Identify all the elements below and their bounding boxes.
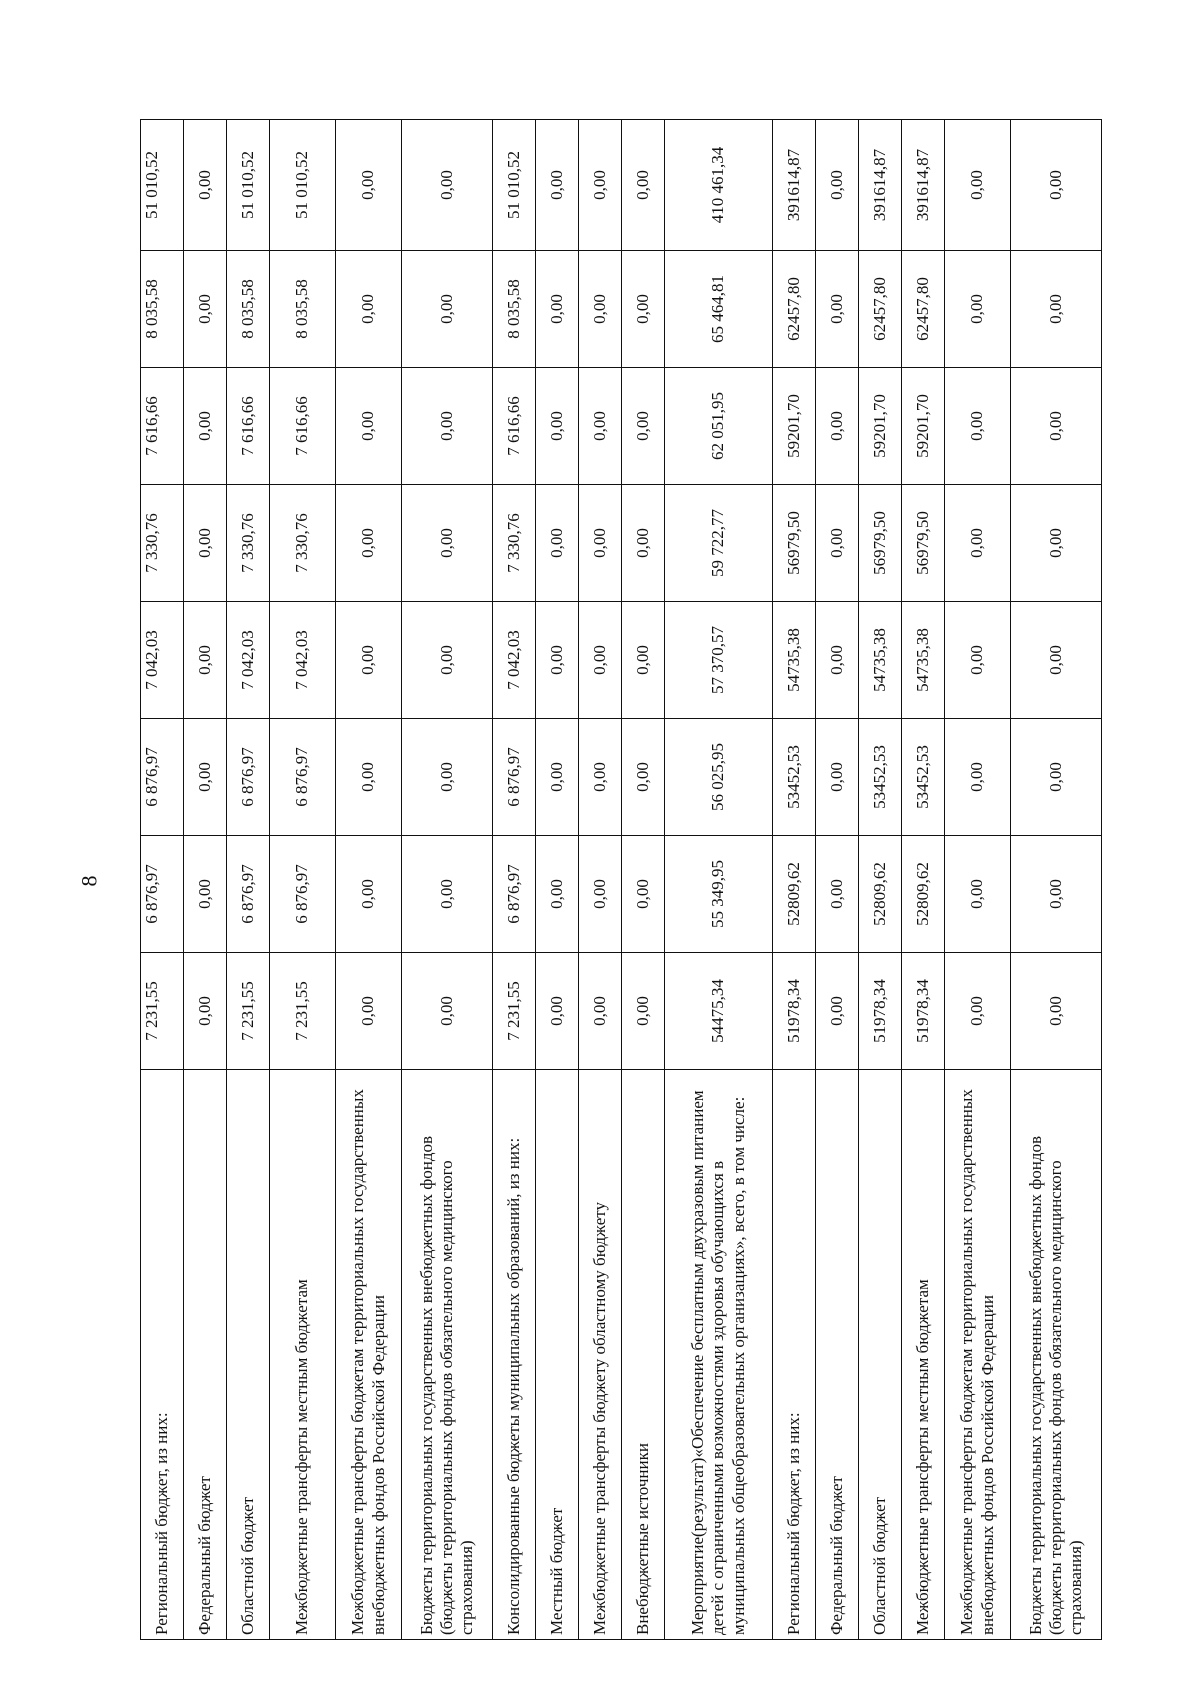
value-cell: 0,00 [536,836,579,953]
value-cell: 0,00 [945,836,1011,953]
value-cell: 0,00 [579,602,622,719]
row-label: Межбюджетные трансферты бюджетам территориальных государственных внебюджетных фондов Российской Федерации [945,1070,1011,1640]
budget-table [140,119,1102,1640]
value-cell: 7 616,66 [493,368,536,485]
value-cell: 51 010,52 [141,120,184,251]
value-cell: 0,00 [402,368,493,485]
value-cell: 0,00 [945,120,1011,251]
row-label: Региональный бюджет, из них: [773,1070,816,1640]
value-cell: 55 349,95 [665,836,773,953]
table-row [816,120,859,1640]
row-label: Федеральный бюджет [184,1070,227,1640]
value-cell: 0,00 [622,836,665,953]
value-cell: 0,00 [579,120,622,251]
value-cell: 7 616,66 [227,368,270,485]
value-cell: 0,00 [184,836,227,953]
value-cell: 0,00 [336,120,402,251]
value-cell: 0,00 [622,368,665,485]
value-cell: 0,00 [945,368,1011,485]
value-cell: 0,00 [402,953,493,1070]
table-row [665,120,773,1640]
row-label: Консолидированные бюджеты муниципальных образований, из них: [493,1070,536,1640]
row-label: Межбюджетные трансферты местным бюджетам [270,1070,336,1640]
value-cell: 0,00 [536,953,579,1070]
value-cell: 0,00 [579,719,622,836]
value-cell: 59201,70 [859,368,902,485]
table-row [945,120,1011,1640]
value-cell: 7 330,76 [141,485,184,602]
table-row [184,120,227,1640]
table-row [902,120,945,1640]
value-cell: 391614,87 [902,120,945,251]
value-cell: 0,00 [336,836,402,953]
value-cell: 54735,38 [773,602,816,719]
value-cell: 0,00 [402,485,493,602]
value-cell: 0,00 [579,953,622,1070]
value-cell: 7 330,76 [227,485,270,602]
row-label: Областной бюджет [859,1070,902,1640]
value-cell: 7 042,03 [227,602,270,719]
value-cell: 0,00 [402,251,493,368]
value-cell: 0,00 [184,251,227,368]
value-cell: 51978,34 [773,953,816,1070]
value-cell: 62457,80 [902,251,945,368]
value-cell: 0,00 [336,251,402,368]
table-row [536,120,579,1640]
value-cell: 53452,53 [902,719,945,836]
value-cell: 6 876,97 [270,719,336,836]
value-cell: 51978,34 [902,953,945,1070]
table-row [227,120,270,1640]
value-cell: 0,00 [184,368,227,485]
value-cell: 51 010,52 [270,120,336,251]
value-cell: 7 616,66 [270,368,336,485]
table-row [336,120,402,1640]
value-cell: 6 876,97 [493,836,536,953]
value-cell: 0,00 [184,719,227,836]
value-cell: 391614,87 [859,120,902,251]
value-cell: 0,00 [816,602,859,719]
value-cell: 8 035,58 [270,251,336,368]
value-cell: 0,00 [536,368,579,485]
value-cell: 0,00 [816,120,859,251]
value-cell: 54735,38 [859,602,902,719]
value-cell: 0,00 [184,485,227,602]
value-cell: 62 051,95 [665,368,773,485]
value-cell: 6 876,97 [227,719,270,836]
value-cell: 7 231,55 [141,953,184,1070]
value-cell: 7 042,03 [270,602,336,719]
row-label: Областной бюджет [227,1070,270,1640]
table-row [402,120,493,1640]
value-cell: 0,00 [579,485,622,602]
value-cell: 7 330,76 [270,485,336,602]
value-cell: 0,00 [184,602,227,719]
value-cell: 0,00 [336,719,402,836]
value-cell: 0,00 [1011,120,1102,251]
value-cell: 59201,70 [902,368,945,485]
value-cell: 7 330,76 [493,485,536,602]
value-cell: 0,00 [945,251,1011,368]
value-cell: 0,00 [1011,953,1102,1070]
row-label: Бюджеты территориальных государственных внебюджетных фондов (бюджеты территориальных фондов обязательного медицинского страхования) [1011,1070,1102,1640]
row-label: Межбюджетные трансферты местным бюджетам [902,1070,945,1640]
value-cell: 51978,34 [859,953,902,1070]
value-cell: 59201,70 [773,368,816,485]
value-cell: 0,00 [1011,719,1102,836]
value-cell: 0,00 [536,485,579,602]
value-cell: 0,00 [579,251,622,368]
row-label: Мероприятие(результат)«Обеспечение бесплатным двухразовым питанием детей с ограниченными возможностями здоровья обучающихся в муниципальных общеобразовательных организациях», всего, в том числе: [665,1070,773,1640]
value-cell: 57 370,57 [665,602,773,719]
value-cell: 0,00 [336,602,402,719]
value-cell: 0,00 [622,953,665,1070]
value-cell: 0,00 [622,251,665,368]
value-cell: 59 722,77 [665,485,773,602]
value-cell: 391614,87 [773,120,816,251]
row-label: Межбюджетные трансферты бюджету областному бюджету [579,1070,622,1640]
value-cell: 51 010,52 [227,120,270,251]
value-cell: 0,00 [945,485,1011,602]
value-cell: 6 876,97 [141,836,184,953]
value-cell: 0,00 [579,836,622,953]
value-cell: 0,00 [1011,251,1102,368]
value-cell: 0,00 [622,120,665,251]
value-cell: 6 876,97 [493,719,536,836]
row-label: Межбюджетные трансферты бюджетам территориальных государственных внебюджетных фондов Российской Федерации [336,1070,402,1640]
page-number: 8 [76,875,102,887]
row-label: Внебюджетные источники [622,1070,665,1640]
value-cell: 0,00 [336,953,402,1070]
row-label: Региональный бюджет, из них: [141,1070,184,1640]
table-row [622,120,665,1640]
value-cell: 53452,53 [859,719,902,836]
value-cell: 7 042,03 [141,602,184,719]
value-cell: 8 035,58 [493,251,536,368]
table-body [141,120,1102,1640]
value-cell: 0,00 [816,251,859,368]
value-cell: 0,00 [336,368,402,485]
table-row [773,120,816,1640]
row-label: Бюджеты территориальных государственных внебюджетных фондов (бюджеты территориальных фондов обязательного медицинского страхования) [402,1070,493,1640]
value-cell: 7 042,03 [493,602,536,719]
value-cell: 52809,62 [859,836,902,953]
value-cell: 56979,50 [773,485,816,602]
table-row [141,120,184,1640]
table-row [270,120,336,1640]
value-cell: 410 461,34 [665,120,773,251]
value-cell: 0,00 [816,485,859,602]
value-cell: 6 876,97 [270,836,336,953]
value-cell: 56 025,95 [665,719,773,836]
value-cell: 7 616,66 [141,368,184,485]
value-cell: 56979,50 [902,485,945,602]
value-cell: 62457,80 [773,251,816,368]
value-cell: 52809,62 [773,836,816,953]
value-cell: 0,00 [816,953,859,1070]
table-row [579,120,622,1640]
value-cell: 0,00 [184,120,227,251]
table-row [493,120,536,1640]
value-cell: 0,00 [402,836,493,953]
value-cell: 7 231,55 [227,953,270,1070]
value-cell: 54735,38 [902,602,945,719]
value-cell: 53452,53 [773,719,816,836]
value-cell: 8 035,58 [141,251,184,368]
value-cell: 0,00 [622,485,665,602]
value-cell: 56979,50 [859,485,902,602]
value-cell: 0,00 [945,602,1011,719]
value-cell: 8 035,58 [227,251,270,368]
table-row [859,120,902,1640]
value-cell: 0,00 [1011,485,1102,602]
value-cell: 54475,34 [665,953,773,1070]
table-row [1011,120,1102,1640]
value-cell: 0,00 [336,485,402,602]
value-cell: 7 231,55 [270,953,336,1070]
value-cell: 0,00 [945,719,1011,836]
value-cell: 0,00 [536,251,579,368]
value-cell: 0,00 [184,953,227,1070]
value-cell: 0,00 [816,836,859,953]
rotated-table-container [140,120,1086,1640]
value-cell: 0,00 [579,368,622,485]
row-label: Местный бюджет [536,1070,579,1640]
value-cell: 0,00 [816,719,859,836]
value-cell: 6 876,97 [141,719,184,836]
value-cell: 0,00 [536,602,579,719]
value-cell: 62457,80 [859,251,902,368]
value-cell: 0,00 [402,719,493,836]
value-cell: 0,00 [402,602,493,719]
value-cell: 0,00 [622,602,665,719]
value-cell: 51 010,52 [493,120,536,251]
value-cell: 0,00 [536,719,579,836]
value-cell: 0,00 [402,120,493,251]
value-cell: 0,00 [1011,368,1102,485]
value-cell: 0,00 [945,953,1011,1070]
value-cell: 0,00 [816,368,859,485]
row-label: Федеральный бюджет [816,1070,859,1640]
value-cell: 6 876,97 [227,836,270,953]
value-cell: 0,00 [536,120,579,251]
value-cell: 65 464,81 [665,251,773,368]
value-cell: 0,00 [1011,836,1102,953]
value-cell: 0,00 [622,719,665,836]
value-cell: 0,00 [1011,602,1102,719]
value-cell: 7 231,55 [493,953,536,1070]
value-cell: 52809,62 [902,836,945,953]
